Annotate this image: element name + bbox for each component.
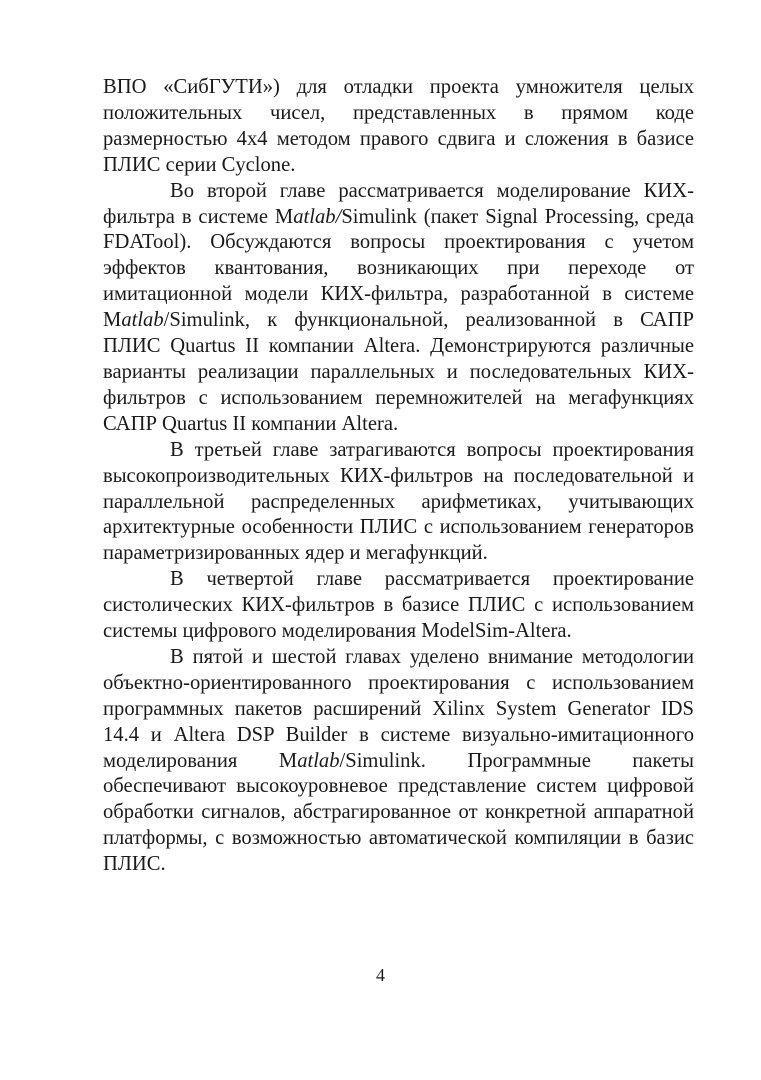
paragraph-5-part-a: В пятой и шестой главах уделено внимание методологии объектно-ориентированного проектирования с использованием программных пакетов расширений Xilinx System Generator IDS 14.4 и Altera DSP Builder в системе визуально-имитационного моделирования M (103, 645, 694, 772)
paragraph-2-italic-matlab-2: atlab (121, 309, 164, 332)
paragraph-2-part-e: /Simulink, к функциональной, реализованной в САПР ПЛИС Quartus II компании Altera. Демонстрируются различные варианты реализации параллельных и последовательных КИХ-фильтров с использованием перемножителей на мегафункциях САПР Quartus II компании Altera. (103, 309, 694, 435)
paragraph-2-italic-matlab-1: atlab/ (293, 205, 342, 228)
paragraph-5 (103, 645, 694, 878)
paragraph-4 (103, 567, 694, 645)
paragraph-2-part-c: Simulink (пакет Signal Processing, среда FDATool). Обсуждаются вопросы проектирования с учетом эффектов квантования, возникающих при переходе от имитационной модели КИХ-фильтра, разработанной в системе M (103, 205, 694, 332)
paragraph-4-text: В четвертой главе рассматривается проектирование систолических КИХ-фильтров в базисе ПЛИС с использованием системы цифрового моделирования ModelSim-Altera. (103, 568, 694, 643)
paragraph-5-italic-matlab: atlab (297, 749, 340, 772)
paragraph-2-part-a: Во второй главе рассматривается моделирование КИХ-фильтра в системе M (103, 179, 694, 228)
paragraph-1-text: ВПО «СибГУТИ») для отладки проекта умножителя целых положительных чисел, представленных в прямом коде размерностью 4х4 методом правого сдвига и сложения в базисе ПЛИС серии Cyclone. (103, 76, 694, 176)
paragraph-3 (103, 438, 694, 568)
paragraph-5-part-c: /Simulink. Программные пакеты обеспечивают высокоуровневое представление систем цифровой обработки сигналов, абстрагированное от конкретной аппаратной платформы, с возможностью автоматической компиляции в базис ПЛИС. (103, 749, 694, 876)
page-body (103, 75, 694, 878)
paragraph-3-text: В третьей главе затрагиваются вопросы проектирования высокопроизводительных КИХ-фильтров на последовательной и параллельной распределенных арифметиках, учитывающих архитектурные особенности ПЛИС с использованием генераторов параметризированных ядер и мегафункций. (103, 438, 694, 565)
page-number: 4 (376, 965, 385, 985)
paragraph-2 (103, 179, 694, 438)
paragraph-1 (103, 75, 694, 179)
